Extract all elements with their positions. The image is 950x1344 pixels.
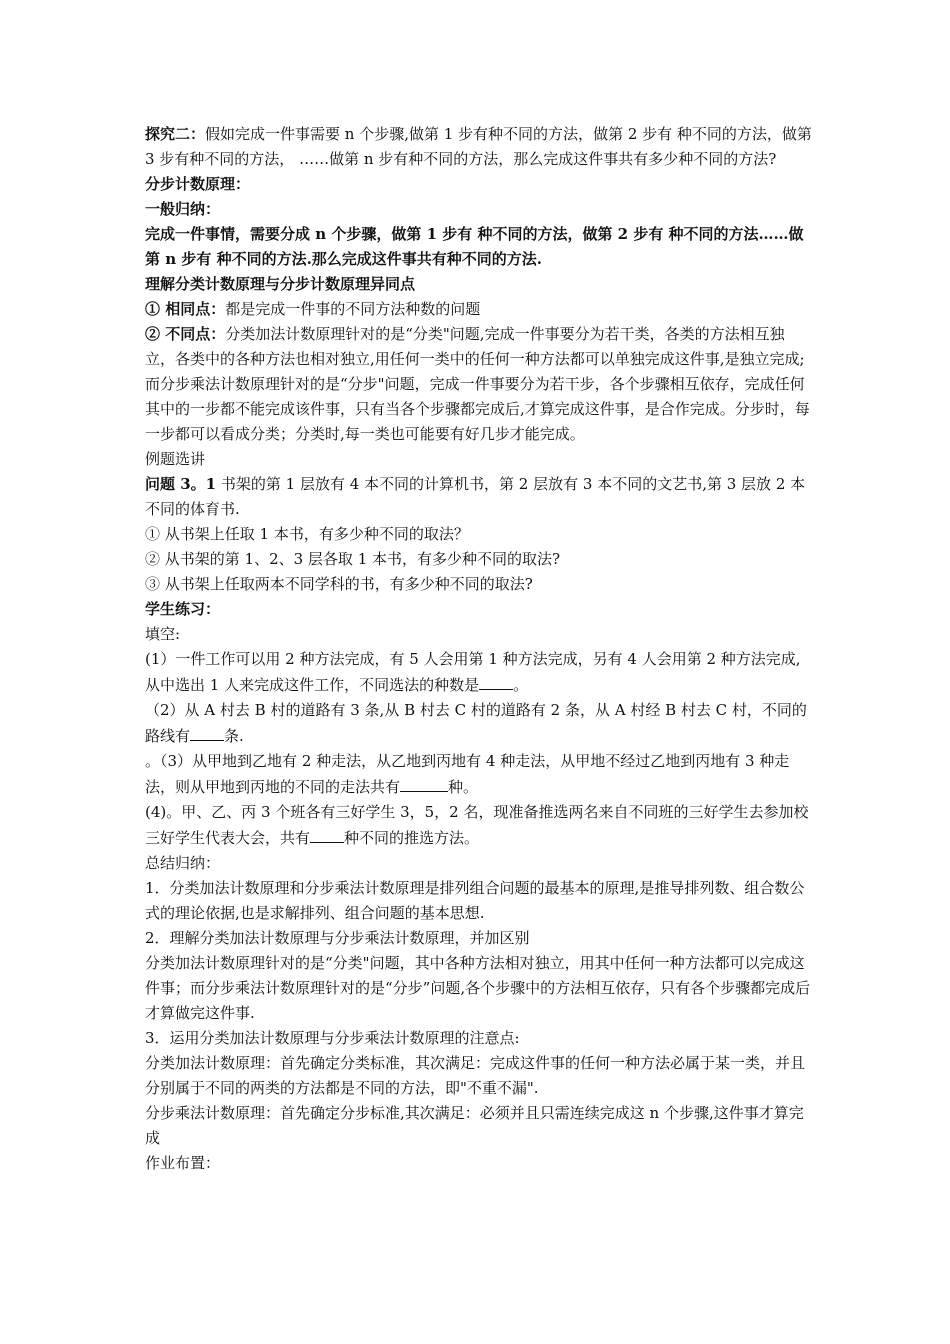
- exercise-4-end: 种不同的推选方法。: [344, 829, 480, 847]
- summary-title: 总结归纳：: [145, 854, 221, 872]
- summary-2: 2．理解分类加法计数原理与分步乘法计数原理，并加区别: [145, 929, 530, 947]
- answer-blank: [479, 672, 513, 690]
- exercise-2-end: 条.: [224, 727, 244, 745]
- diff-point: [145, 322, 813, 447]
- problem-statement: [145, 472, 813, 522]
- summary-3-multiplication: 分步乘法计数原理：首先确定分步标准,其次满足：必须并且只需连续完成这 n 个步骤,这件事才算完成: [145, 1104, 804, 1147]
- exercise-1: [145, 647, 813, 698]
- exercise-3: [145, 749, 813, 800]
- examples-title: 例题选讲: [145, 450, 206, 468]
- fill-title: 填空:: [145, 625, 181, 643]
- same-point: [145, 297, 813, 322]
- summary-3: 3．运用分类加法计数原理与分步乘法计数原理的注意点:: [145, 1029, 520, 1047]
- exercise-2-text: （2）从 A 村去 B 村的道路有 3 条,从 B 村去 C 村的道路有 2 条，从 A 村经 B 村去 C 村，不同的路线有: [145, 701, 807, 745]
- problem-question-1: ① 从书架上任取 1 本书，有多少种不同的取法？: [145, 525, 469, 543]
- answer-blank: [190, 723, 224, 741]
- general-title: 一般归纳：: [145, 200, 221, 218]
- compare-title: 理解分类计数原理与分步计数原理异同点: [145, 275, 416, 293]
- general-text: 完成一件事情，需要分成 n 个步骤，做第 1 步有 种不同的方法，做第 2 步有 种不同的方法……做第 n 步有 种不同的方法.那么完成这件事共有种不同的方法.: [145, 225, 804, 268]
- exercise-4-text: (4)。甲、乙、丙 3 个班各有三好学生 3，5，2 名，现准备推选两名来自不同班的三好学生去参加校三好学生代表大会，共有: [145, 803, 809, 847]
- principle-title: 分步计数原理：: [145, 175, 251, 193]
- exercise-1-text: (1）一件工作可以用 2 种方法完成，有 5 人会用第 1 种方法完成，另有 4 人会用第 2 种方法完成,从中选出 1 人来完成这件工作，不同选法的种数是: [145, 650, 801, 694]
- summary-3-addition: 分类加法计数原理：首先确定分类标准，其次满足：完成这件事的任何一种方法必属于某一类，并且分别属于不同的两类的方法都是不同的方法，即"不重不漏".: [145, 1054, 806, 1097]
- exercise-1-end: 。: [513, 676, 529, 694]
- practice-title: 学生练习：: [145, 600, 221, 618]
- diff-point-text: 分类加法计数原理针对的是“分类"问题,完成一件事要分为若干类，各类的方法相互独立，各类中的各种方法也相对独立,用任何一类中的任何一种方法都可以单独完成这件事,是独立完成;而分步乘法计数原理针对的是“分步"问题，完成一件事要分为若干步，各个步骤相互依存，完成任何其中的一步都不能完成该件事，只有当各个步骤都完成后,才算完成这件事，是合作完成。分步时，每一步都可以看成分类；分类时,每一类也可能要有好几步才能完成。: [145, 325, 810, 443]
- exercise-4: [145, 800, 813, 851]
- problem-question-2: ② 从书架的第 1、2、3 层各取 1 本书，有多少种不同的取法?: [145, 550, 561, 568]
- problem-question-3: ③ 从书架上任取两本不同学科的书，有多少种不同的取法?: [145, 575, 533, 593]
- explore2-paragraph: [145, 122, 813, 172]
- problem-heading: 问题 3。1: [145, 475, 217, 493]
- exercise-3-end: 种。: [448, 778, 479, 796]
- summary-2-text: 分类加法计数原理针对的是“分类"问题，其中各种方法相对独立，用其中任何一种方法都可以完成这件事；而分步乘法计数原理针对的是“分步”问题,各个步骤中的方法相互依存，只有各个步骤都完成后才算做完这件事.: [145, 954, 811, 1022]
- same-point-text: 都是完成一件事的不同方法种数的问题: [225, 300, 481, 318]
- explore2-text: 假如完成一件事需要 n 个步骤,做第 1 步有种不同的方法，做第 2 步有 种不同的方法，做第 3 步有种不同的方法， ……做第 n 步有种不同的方法，那么完成这件事共有多少种不同的方法?: [145, 125, 812, 168]
- same-point-heading: ① 相同点：: [145, 300, 226, 318]
- exercise-3-text: 。（3）从甲地到乙地有 2 种走法，从乙地到丙地有 4 种走法，从甲地不经过乙地到丙地有 3 种走法，则从甲地到丙地的不同的走法共有: [145, 752, 790, 796]
- answer-blank: [400, 774, 448, 792]
- problem-text: 书架的第 1 层放有 4 本不同的计算机书，第 2 层放有 3 本不同的文艺书,第 3 层放 2 本不同的体育书.: [145, 475, 806, 518]
- summary-1: 1．分类加法计数原理和分步乘法计数原理是排列组合问题的最基本的原理,是推导排列数、组合数公式的理论依据,也是求解排列、组合问题的基本思想.: [145, 879, 805, 922]
- explore2-heading: 探究二：: [145, 125, 206, 143]
- diff-point-heading: ② 不同点：: [145, 325, 226, 343]
- document-page: [145, 122, 813, 1176]
- homework-title: 作业布置：: [145, 1154, 221, 1172]
- exercise-2: [145, 698, 813, 749]
- answer-blank: [310, 825, 344, 843]
